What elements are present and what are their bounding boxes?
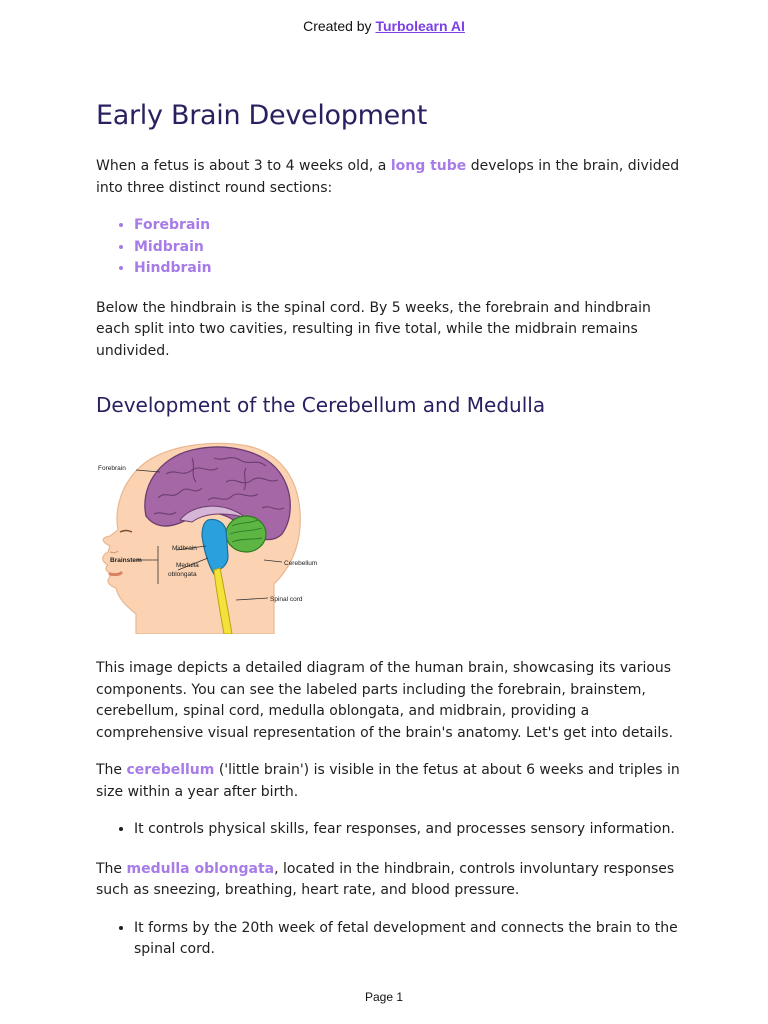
page-number: Page 1 bbox=[364, 990, 404, 1004]
label-medulla-2: oblongata bbox=[168, 571, 197, 578]
list-item: • It forms by the 20th week of fetal development and connects the brain to the spinal cord. bbox=[134, 918, 686, 961]
medulla-bullets bbox=[96, 918, 686, 961]
page-header bbox=[0, 18, 768, 34]
label-spinal-cord: Spinal cord bbox=[270, 596, 303, 603]
diagram-description-paragraph: This image depicts a detailed diagram of the human brain, showcasing its various components. You can see the labeled parts including the forebrain, brainstem, cerebellum, spinal cord, medulla oblongata, and midbrain, providing a comprehensive visual representation of the brain's anatomy. Let's get into details. bbox=[96, 660, 674, 741]
document-content bbox=[96, 96, 686, 979]
brand-link[interactable]: Turbolearn AI bbox=[375, 18, 465, 34]
label-forebrain: Forebrain bbox=[98, 465, 126, 472]
intro-paragraph: When a fetus is about 3 to 4 weeks old, a long tube develops in the brain, divided into three distinct round sections: bbox=[96, 158, 680, 196]
cerebellum-shape bbox=[226, 516, 266, 552]
lips bbox=[110, 573, 121, 575]
brain-sections-list bbox=[96, 215, 686, 280]
cerebellum-bullets bbox=[96, 819, 686, 841]
label-brainstem: Brainstem bbox=[110, 557, 142, 564]
label-cerebellum: Cerebellum bbox=[284, 560, 318, 567]
list-item-midbrain: • Midbrain bbox=[134, 237, 686, 259]
cerebellum-highlight: cerebellum bbox=[126, 762, 215, 778]
spinal-cord-paragraph: Below the hindbrain is the spinal cord. By 5 weeks, the forebrain and hindbrain each split into two cavities, resulting in five total, while the midbrain remains undivided. bbox=[96, 299, 651, 359]
page-title: Early Brain Development bbox=[96, 100, 427, 131]
cerebellum-paragraph: The cerebellum ('little brain') is visible in the fetus at about 6 weeks and triples in size within a year after birth. bbox=[96, 762, 680, 800]
list-item-hindbrain: • Hindbrain bbox=[134, 258, 686, 280]
list-item: • It controls physical skills, fear responses, and processes sensory information. bbox=[134, 819, 686, 841]
section-title: Development of the Cerebellum and Medulla bbox=[96, 393, 546, 417]
brain-diagram bbox=[96, 438, 336, 634]
label-midbrain: Midbrain bbox=[172, 545, 197, 552]
label-medulla-1: Medulla bbox=[176, 562, 199, 569]
long-tube-highlight: long tube bbox=[390, 158, 467, 174]
medulla-highlight: medulla oblongata bbox=[126, 860, 275, 877]
header-prefix: Created by bbox=[303, 18, 372, 34]
list-item-forebrain: • Forebrain bbox=[134, 215, 686, 237]
medulla-paragraph: The medulla oblongata, located in the hindbrain, controls involuntary responses such as sneezing, breathing, heart rate, and blood pressure. bbox=[96, 860, 675, 898]
brain-diagram-svg bbox=[96, 438, 336, 634]
